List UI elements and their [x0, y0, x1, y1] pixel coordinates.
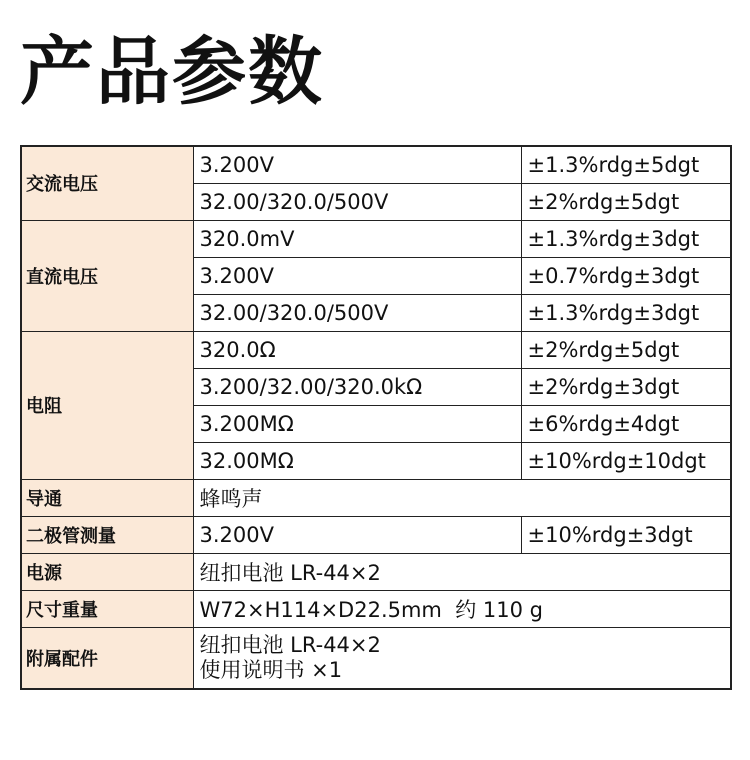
accessory-line: 纽扣电池 LR-44×2 [199, 632, 381, 657]
table-row [21, 627, 731, 689]
category-resistance: 电阻 [21, 331, 193, 479]
accuracy-cell: ±6%rdg±4dgt [521, 405, 731, 442]
accuracy-cell: ±2%rdg±5dgt [521, 331, 731, 368]
range-cell: 3.200V [193, 146, 521, 183]
range-cell: 3.200V [193, 257, 521, 294]
category-diode: 二极管测量 [21, 516, 193, 553]
page-title: 产品参数 [20, 29, 324, 115]
accessories-value [193, 627, 731, 689]
category-ac-voltage: 交流电压 [21, 146, 193, 220]
range-cell: 320.0Ω [193, 331, 521, 368]
category-continuity: 导通 [21, 479, 193, 516]
accuracy-cell: ±1.3%rdg±3dgt [521, 294, 731, 331]
accuracy-cell: ±1.3%rdg±5dgt [521, 146, 731, 183]
category-dc-voltage: 直流电压 [21, 220, 193, 331]
accessory-line: 使用说明书 ×1 [199, 657, 343, 682]
accuracy-cell: ±0.7%rdg±3dgt [521, 257, 731, 294]
accuracy-cell: ±10%rdg±3dgt [521, 516, 731, 553]
table-row [21, 553, 731, 590]
range-cell: 3.200V [193, 516, 521, 553]
table-row [21, 590, 731, 627]
continuity-value: 蜂鸣声 [193, 479, 731, 516]
range-cell: 32.00/320.0/500V [193, 294, 521, 331]
power-value: 纽扣电池 LR-44×2 [193, 553, 731, 590]
category-accessories: 附属配件 [21, 627, 193, 689]
category-size-weight: 尺寸重量 [21, 590, 193, 627]
table-row [21, 220, 731, 257]
table-row [21, 479, 731, 516]
range-cell: 3.200/32.00/320.0kΩ [193, 368, 521, 405]
table-row [21, 331, 731, 368]
spec-table [20, 145, 732, 690]
accuracy-cell: ±2%rdg±3dgt [521, 368, 731, 405]
range-cell: 320.0mV [193, 220, 521, 257]
range-cell: 32.00/320.0/500V [193, 183, 521, 220]
accuracy-cell: ±2%rdg±5dgt [521, 183, 731, 220]
category-power: 电源 [21, 553, 193, 590]
range-cell: 32.00MΩ [193, 442, 521, 479]
accuracy-cell: ±10%rdg±10dgt [521, 442, 731, 479]
size-weight-value: W72×H114×D22.5mm 约 110 g [193, 590, 731, 627]
table-row [21, 516, 731, 553]
accuracy-cell: ±1.3%rdg±3dgt [521, 220, 731, 257]
range-cell: 3.200MΩ [193, 405, 521, 442]
table-row [21, 146, 731, 183]
